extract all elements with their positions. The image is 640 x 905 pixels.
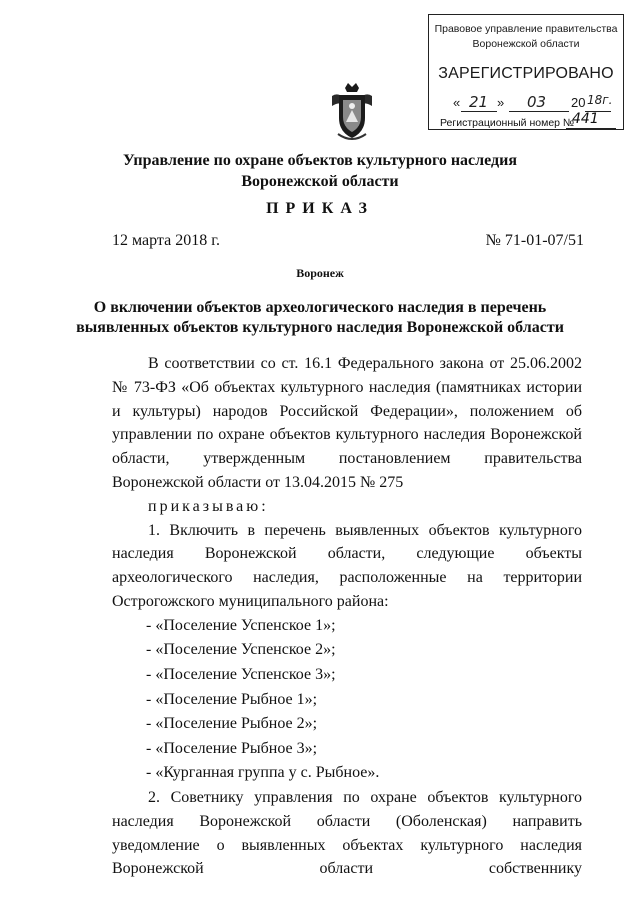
order-word: приказываю: <box>148 497 269 515</box>
document-number: № 71-01-07/51 <box>485 232 584 249</box>
stamp-year-prefix: 20 <box>571 95 586 110</box>
list-item: - «Поселение Успенское 2»; <box>146 641 336 659</box>
subject-line-1: О включении объектов археологического наследия в перечень <box>93 299 547 316</box>
stamp-number-label: Регистрационный номер № <box>440 117 575 129</box>
stamp-org-line-2: Воронежской области <box>472 38 580 50</box>
stamp-day: 21 <box>469 93 489 111</box>
list-item: - «Поселение Рыбное 2»; <box>146 715 318 733</box>
stamp-quote-close: » <box>497 95 505 110</box>
stamp-month: 03 <box>527 93 547 111</box>
coat-of-arms-emblem <box>328 82 376 142</box>
list-item: - «Курганная группа у с. Рыбное». <box>146 764 380 782</box>
agency-name <box>0 150 640 192</box>
agency-name-line-1: Управление по охране объектов культурного наследия <box>123 152 517 169</box>
stamp-number-value: 441 <box>572 111 599 127</box>
subject-line-2: выявленных объектов культурного наследия Воронежской области <box>76 319 564 336</box>
document-date: 12 марта 2018 г. <box>112 232 220 249</box>
stamp-organization <box>429 22 623 52</box>
agency-name-line-2: Воронежской области <box>241 173 399 190</box>
document-subject <box>0 298 640 338</box>
stamp-quote-open: « <box>453 95 461 110</box>
list-item: - «Поселение Успенское 1»; <box>146 616 336 634</box>
item-2-paragraph: 2. Советнику управления по охране объектов культурного наследия Воронежской области (Оболенская) направить уведомление о выявленных объектах культурного наследия Воронежской области собственнику <box>112 788 582 878</box>
list-item: - «Поселение Рыбное 3»; <box>146 739 318 757</box>
objects-list <box>112 614 582 786</box>
stamp-year-suffix: 18г. <box>587 93 613 107</box>
document-city: Воронеж <box>296 266 344 280</box>
stamp-registered-label: ЗАРЕГИСТРИРОВАНО <box>438 65 614 82</box>
stamp-org-line-1: Правовое управление правительства <box>434 23 618 35</box>
preamble-paragraph: В соответствии со ст. 16.1 Федерального закона от 25.06.2002 № 73-ФЗ «Об объектах культурного наследия (памятниках истории и культуры) народов Российской Федерации», положением об управлении по охране объектов культурного наследия Воронежской области, утвержденным постановлением правительства Воронежской области от 13.04.2015 № 275 <box>112 355 582 491</box>
list-item: - «Поселение Рыбное 1»; <box>146 690 318 708</box>
document-type: ПРИКАЗ <box>266 200 374 217</box>
list-item: - «Поселение Успенское 3»; <box>146 665 336 683</box>
item-1-paragraph: 1. Включить в перечень выявленных объектов культурного наследия Воронежской области, следующие объекты археологического наследия, расположенные на территории Острогожского муниципального района: <box>112 521 582 610</box>
document-body <box>112 352 582 881</box>
